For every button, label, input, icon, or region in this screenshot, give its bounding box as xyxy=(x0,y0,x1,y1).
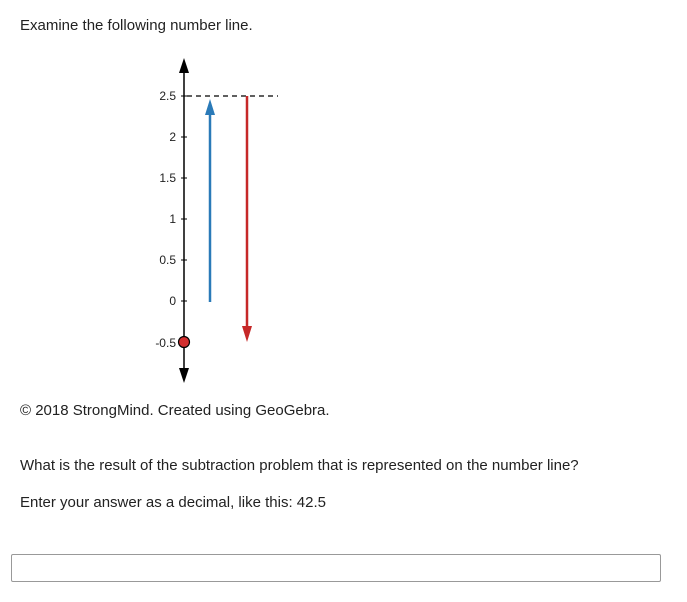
tick-label-1.5: 1.5 xyxy=(159,171,176,185)
instruction-text: Enter your answer as a decimal, like this: 42.5 xyxy=(20,494,326,511)
axis-bottom-arrowhead xyxy=(179,368,189,383)
copyright-text: © 2018 StrongMind. Created using GeoGebra. xyxy=(20,402,330,419)
red-arrow-head xyxy=(242,326,252,342)
tick-label-0: 0 xyxy=(169,294,176,308)
question-text: What is the result of the subtraction problem that is represented on the number line? xyxy=(20,457,579,474)
tick-label-2.5: 2.5 xyxy=(159,89,176,103)
tick-label-2: 2 xyxy=(169,130,176,144)
answer-input[interactable] xyxy=(11,554,661,582)
result-point xyxy=(179,337,190,348)
prompt-text: Examine the following number line. xyxy=(20,17,253,34)
tick-label-1: 1 xyxy=(169,212,176,226)
blue-arrow-head xyxy=(205,99,215,115)
axis-top-arrowhead xyxy=(179,58,189,73)
tick-label-neg-0.5: -0.5 xyxy=(155,336,176,350)
tick-label-0.5: 0.5 xyxy=(159,253,176,267)
